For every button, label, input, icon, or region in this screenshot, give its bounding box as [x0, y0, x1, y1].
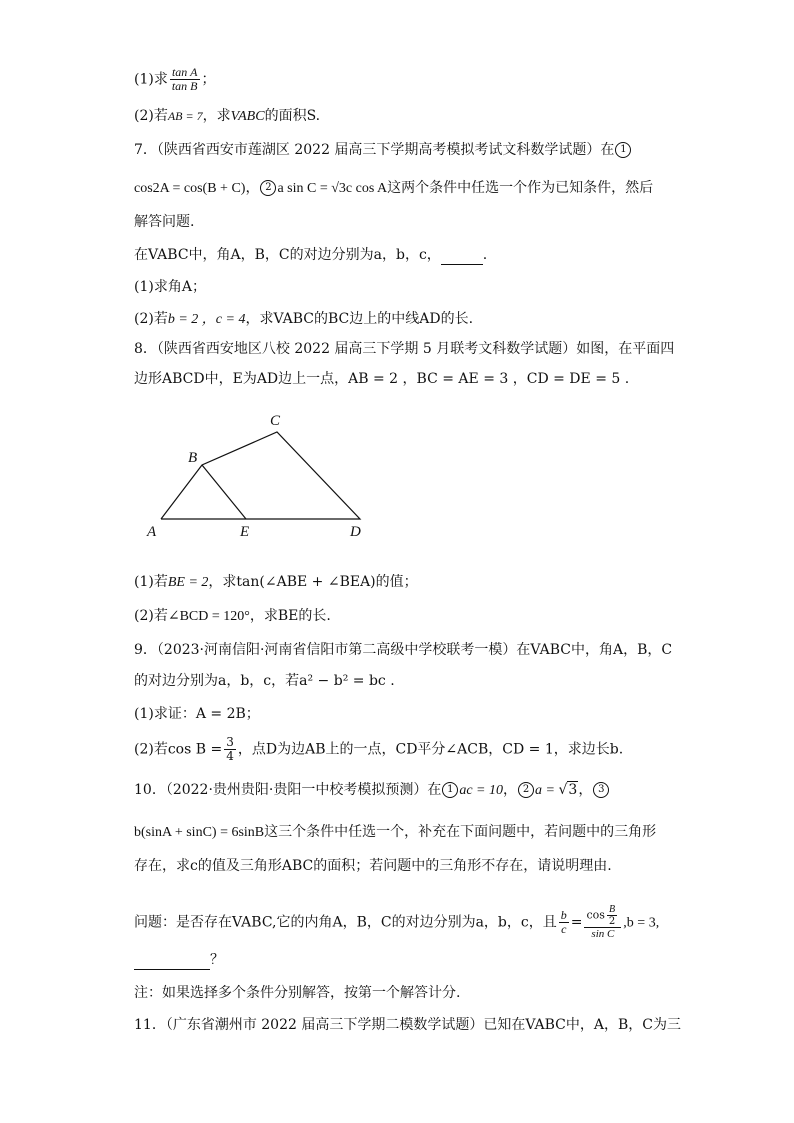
- label-C: C: [270, 413, 281, 429]
- circled-number: 1: [442, 782, 458, 798]
- q9-stem: 的对边分别为a，b，c，若a² − b² = bc .: [134, 673, 395, 689]
- q10-fraction-bc: $\frac{b}{c}$: [560, 908, 567, 936]
- label-E: E: [240, 524, 250, 540]
- circled-number: 2: [260, 180, 276, 196]
- q9-fraction: $\frac{3}{4}$: [226, 735, 234, 763]
- q8-part2: (2)若∠BCD = 120°，求BE的长.: [134, 608, 331, 624]
- quadrilateral-figure: [130, 405, 390, 550]
- q8-heading: 8．（陕西省西安地区八校 2022 届高三下学期 5 月联考文科数学试题）如图，在平面四: [134, 341, 675, 357]
- circled-number: 3: [593, 782, 609, 798]
- q7-part1: (1)求角A；: [134, 279, 206, 295]
- q7-conditions: cos2A = cos(B + C)， 2 a sin C = √3c cos A这两个条件中任选一个作为已知条件，然后: [134, 180, 654, 196]
- q7-continuation: 解答问题.: [134, 214, 195, 230]
- q7-stem: 在VABC中，角A，B，C的对边分别为a，b，c， .: [134, 247, 488, 263]
- q11-heading: 11．（广东省潮州市 2022 届高三下学期二模数学试题）已知在VABC中，A，B，C为三: [134, 1017, 681, 1033]
- q8-part1: (1)若BE = 2，求tan(∠ABE + ∠BEA)的值；: [134, 574, 418, 590]
- q6-part1: (1)求 $\frac{\text{tan A}}{\text{tan B}}$ ；: [134, 65, 216, 93]
- q10-question: 问题：是否存在VABC,它的内角A，B，C的对边分别为a，b，c，且 $\frac{b}{c}$ = cos $\frac{B}{2}$ sin C ,b = 3,: [134, 904, 660, 940]
- q9-heading: 9．（2023·河南信阳·河南省信阳市第二高级中学校联考一模）在VABC中，角A，B，C: [134, 642, 673, 658]
- label-B: B: [188, 450, 198, 466]
- q9-part2: (2)若cos B = $\frac{3}{4}$ ，点D为边AB上的一点，CD平分∠ACB，CD = 1，求边长b.: [134, 735, 624, 763]
- q7-part2: (2)若b = 2 ，c = 4，求VABC的BC边上的中线AD的长.: [134, 311, 474, 327]
- q10-note: 注：如果选择多个条件分别解答，按第一个解答计分.: [134, 985, 461, 1001]
- q9-part1: (1)求证：A = 2B；: [134, 706, 260, 722]
- q10-heading: 10．（2022·贵州贵阳·贵阳一中校考模拟预测）在 1 ac = 10， 2 a = √3， 3: [134, 780, 610, 801]
- q8-stem: 边形ABCD中，E为AD边上一点，AB = 2 ，BC = AE = 3 ，CD = DE = 5 .: [134, 371, 630, 387]
- q7-heading: 7．（陕西省西安市莲湖区 2022 届高三下学期高考模拟考试文科数学试题）在 1: [134, 140, 632, 160]
- q10-answer-line: ？: [134, 950, 224, 970]
- circled-number: 1: [615, 142, 631, 158]
- q10-condition3: b(sinA + sinC) = 6sinB这三个条件中任选一个，补充在下面问题中，若问题中的三角形: [134, 824, 657, 840]
- answer-blank: [441, 264, 483, 265]
- answer-blank: [134, 969, 210, 970]
- label-D: D: [350, 524, 361, 540]
- q6-part2: (2)若AB = 7，求VABC的面积S.: [134, 108, 321, 124]
- q10-fraction-cos: cos $\frac{B}{2}$ sin C: [584, 904, 621, 941]
- q10-requirement: 存在，求c的值及三角形ABC的面积；若问题中的三角形不存在，请说明理由.: [134, 858, 612, 874]
- circled-number: 2: [518, 782, 534, 798]
- q6-fraction: $\frac{\text{tan A}}{\text{tan B}}$: [171, 65, 198, 93]
- label-A: A: [147, 524, 157, 540]
